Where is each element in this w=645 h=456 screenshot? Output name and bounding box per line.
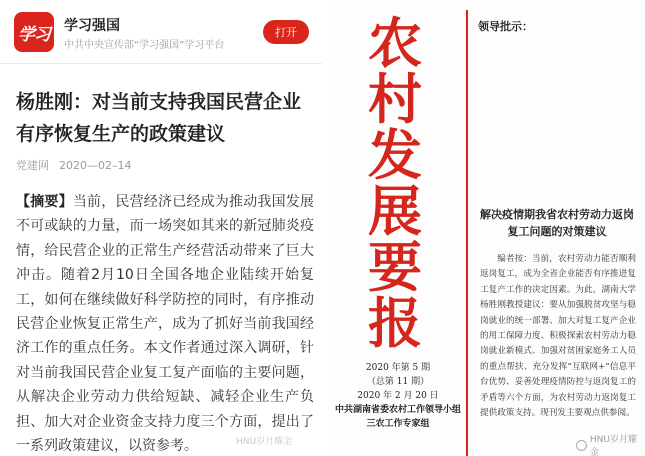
abstract-text: 当前，民营经济已经成为推动我国发展不可或缺的力量，而一场突如其来的新冠肺炎疫情，给民营企业的正常生产经营活动带来了巨大冲击。随着2月10日全国各地企业陆续开始复工，如何在继续做好科学防控的同时，有序推动民营企业恢复正常生产，成为了抓好当前我国经济工作的重点任务。本文作者通过深入调研，针对当前我国民营企业复工复产面临的主要问题，从解决企业劳动力供给短缺、减轻企业生产负担、加大对企业资金支持力度三个方面，提出了一系列政策建议，以资参考。 [16, 194, 315, 455]
masthead-char: 展 [368, 178, 422, 243]
masthead [340, 8, 450, 355]
issue-date: 2020 年 2 月 20 日 [357, 391, 439, 401]
issuer-office: 三农工作专家组 [366, 419, 430, 429]
abstract-tag: 【摘要】 [16, 194, 73, 210]
masthead-char: 农 [368, 10, 422, 75]
watermark-left: HNU岁月耀金 [236, 437, 293, 447]
article-panel [0, 0, 322, 456]
app-banner [0, 0, 322, 64]
open-app-button[interactable]: 打开 [263, 20, 309, 44]
watermark-right [576, 432, 645, 456]
watermark-right-text: HNU岁月耀金 [589, 435, 637, 456]
document-title: 解决疫情期我省农村劳动力返岗复工问题的对策建议 [480, 208, 634, 238]
masthead-char: 要 [368, 234, 422, 299]
app-subtitle: 中共中央宣传部“学习强国”学习平台 [64, 40, 225, 51]
approval-label: 领导批示： [478, 20, 533, 33]
editor-note: 编者按：当前，农村劳动力能否顺利返岗复工，成为全省企业能否有序推进复工复产工作的决定因素。为此，湖南大学杨胜刚教授建议：要从加强脱贫攻坚与稳岗就业的统一部署、加大对复工复产企业的用工保障力度、积极探索农村劳动力稳岗就业新模式、加强对贫困家庭务工人员的重点帮扶、充分发挥“互联网+”信息平台优势、妥善处理疫情防控与返岗复工的矛盾等六个方面，为农村劳动力返岗复工提供政策支持。现刊发主要观点供参阅。 [480, 254, 636, 419]
app-logo: 学习 [14, 12, 54, 52]
masthead-char: 村 [368, 66, 422, 131]
article-date: 2020—02–14 [59, 159, 132, 172]
red-rule [466, 10, 468, 456]
document-panel [328, 0, 645, 456]
masthead-char: 报 [368, 290, 422, 355]
wechat-icon [576, 440, 587, 451]
article-meta [16, 157, 132, 173]
article-source[interactable]: 党建网 [16, 159, 49, 172]
app-name: 学习强国 [64, 18, 120, 34]
issuer: 中共湖南省委农村工作领导小组 [334, 405, 461, 415]
article-abstract [16, 190, 314, 456]
masthead-char: 发 [368, 122, 422, 187]
issue-number: 2020 年第 5 期 [365, 363, 431, 373]
article-title: 杨胜刚：对当前支持我国民营企业有序恢复生产的政策建议 [16, 91, 302, 145]
issue-total: （总第 11 期） [366, 377, 430, 387]
